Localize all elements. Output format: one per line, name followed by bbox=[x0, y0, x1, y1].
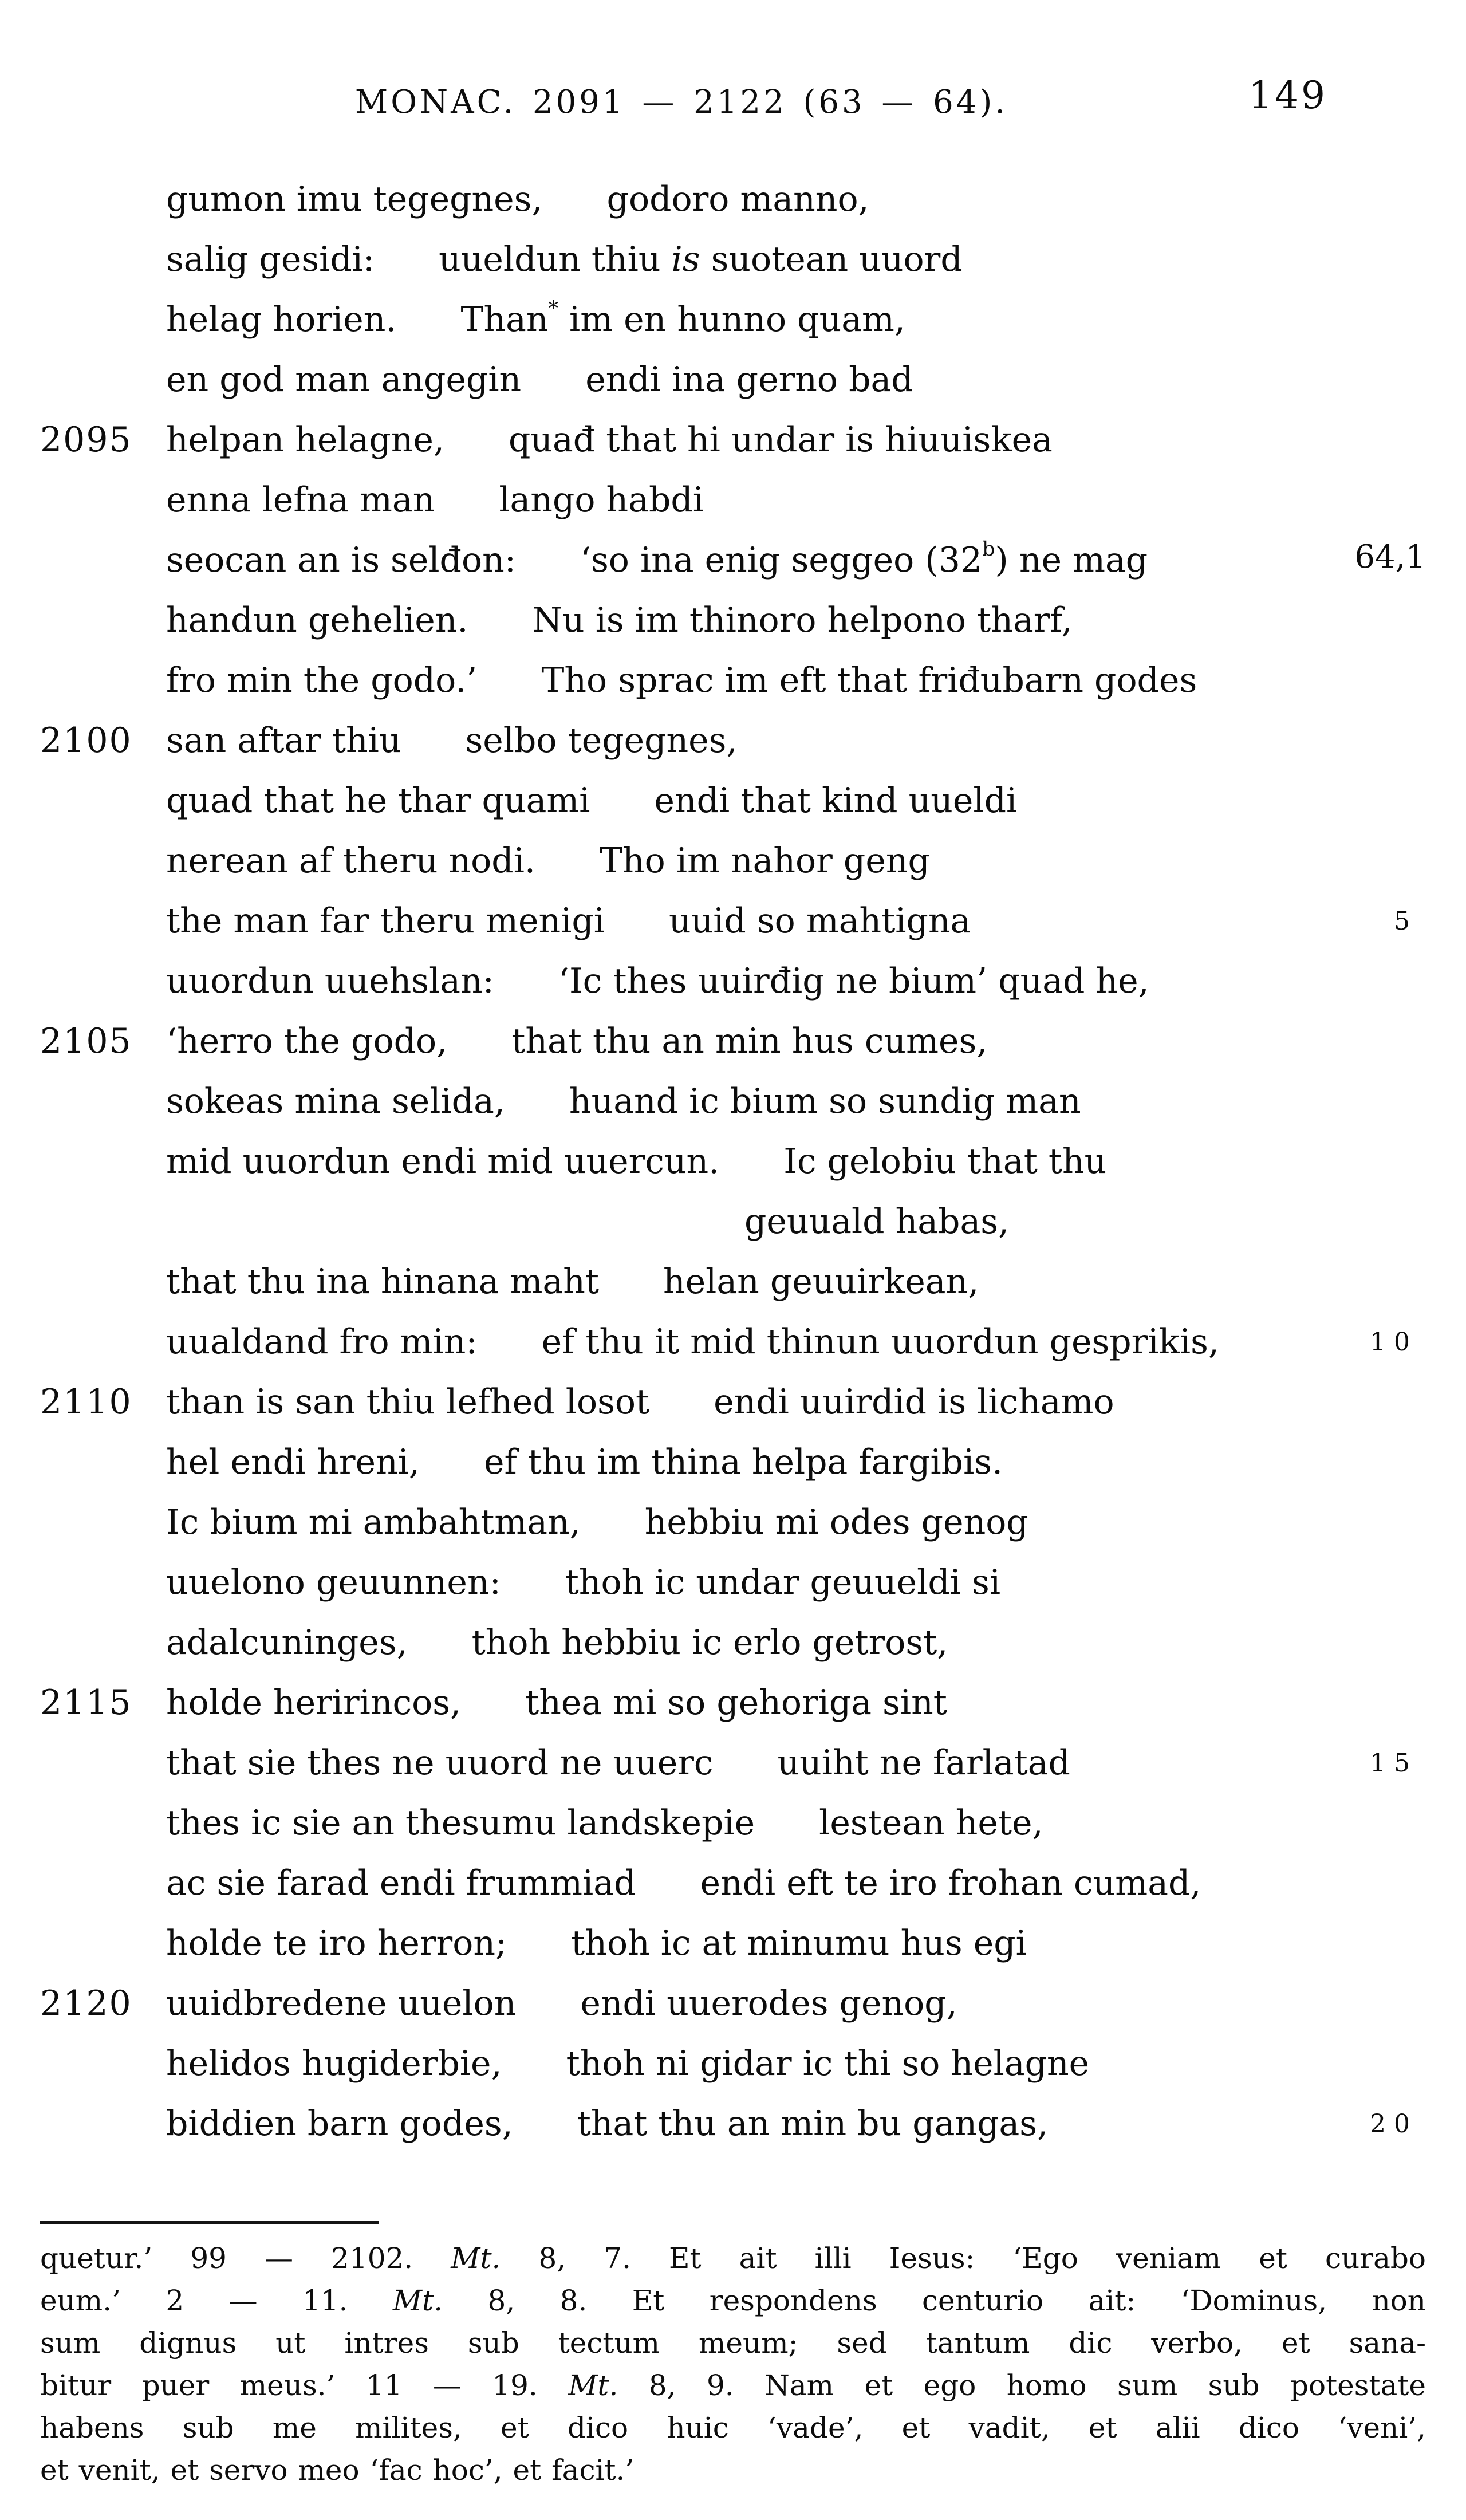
verse-line bbox=[40, 1493, 1426, 1553]
half-line-b: Nu is im thinoro helpono tharf, bbox=[532, 600, 1073, 640]
verse-line bbox=[40, 951, 1426, 1011]
verse-line bbox=[40, 350, 1426, 410]
verse-line-number: 2115 bbox=[40, 1683, 132, 1723]
verse-line bbox=[40, 1793, 1426, 1853]
half-line-b: ef thu it mid thinun uuordun gesprikis, bbox=[541, 1322, 1219, 1362]
half-line-b: endi ina gerno bad bbox=[585, 360, 913, 400]
half-line-a: uualdand fro min: bbox=[166, 1322, 478, 1362]
verse-line-text bbox=[166, 651, 1197, 711]
half-line-b: Tho im nahor geng bbox=[599, 841, 930, 881]
verse-line-text bbox=[166, 1553, 1000, 1613]
verse-line bbox=[40, 1673, 1426, 1733]
verse-line-text bbox=[166, 1853, 1201, 1913]
half-line-b: ‘so ina enig seggeo (32$^b$) ne mag bbox=[580, 538, 1148, 580]
verse-line-text bbox=[166, 1493, 1028, 1553]
half-line-a: gumon imu tegegnes, bbox=[166, 179, 543, 219]
half-line-b: geuuald habas, bbox=[744, 1202, 1010, 1242]
half-line-a: ac sie farad endi frummiad bbox=[166, 1863, 636, 1903]
verse-line bbox=[40, 771, 1426, 831]
half-line-a: holde te iro herron; bbox=[166, 1923, 507, 1963]
half-line-a: uuelono geuunnen: bbox=[166, 1562, 501, 1602]
half-line-a: helag horien. bbox=[166, 300, 397, 340]
verse-line-text bbox=[166, 951, 1149, 1011]
half-line-b: endi uuerodes genog, bbox=[580, 1983, 957, 2023]
half-line-a: hel endi hreni, bbox=[166, 1442, 420, 1482]
verse-line-text bbox=[744, 1192, 1009, 1252]
verse-line bbox=[40, 290, 1426, 350]
half-line-b: lestean hete, bbox=[819, 1803, 1043, 1843]
half-line-b: that thu an min hus cumes, bbox=[511, 1021, 988, 1061]
half-line-a: fro min the godo.’ bbox=[166, 660, 478, 700]
verse-line-text bbox=[166, 1974, 957, 2034]
verse-line bbox=[40, 1072, 1426, 1132]
half-line-b: Ic gelobiu that thu bbox=[783, 1141, 1107, 1182]
half-line-b: thoh ic at minumu hus egi bbox=[571, 1923, 1027, 1963]
verse-line-text bbox=[166, 1432, 1003, 1493]
half-line-a: biddien barn godes, bbox=[166, 2104, 513, 2144]
verse-line bbox=[40, 1553, 1426, 1613]
half-line-a: holde heririncos, bbox=[166, 1683, 462, 1723]
verse-line-text bbox=[166, 590, 1073, 651]
italic-word: Mt. bbox=[451, 2242, 501, 2275]
half-line-a: uuidbredene uuelon bbox=[166, 1983, 517, 2023]
half-line-b: hebbiu mi odes genog bbox=[644, 1502, 1028, 1542]
footnote-line: habens sub me milites, et dico huic ‘vade’, et vadit, et alii dico ‘veni’, bbox=[40, 2411, 1426, 2444]
half-line-a: thes ic sie an thesumu landskepie bbox=[166, 1803, 755, 1843]
verse-line-number: 2100 bbox=[40, 720, 132, 761]
half-line-b: ‘Ic thes uuirđig ne bium’ quad he, bbox=[558, 961, 1149, 1001]
verse-line bbox=[40, 1192, 1426, 1252]
half-line-b: uueldun thiu is suotean uuord bbox=[439, 239, 963, 279]
verse-line-text bbox=[166, 1793, 1043, 1853]
verse-line-number: 2120 bbox=[40, 1983, 132, 2023]
half-line-b: thea mi so gehoriga sint bbox=[525, 1683, 947, 1723]
verse-line-text bbox=[166, 2094, 1048, 2154]
verse-line-number: 2095 bbox=[40, 420, 132, 460]
footnote-line: eum.’ 2 — 11. Mt. 8, 8. Et respondens centurio ait: ‘Dominus, non bbox=[40, 2284, 1426, 2317]
verse-line-text bbox=[166, 530, 1148, 590]
half-line-b: thoh ni gidar ic thi so helagne bbox=[566, 2043, 1090, 2084]
verse-line-text bbox=[166, 350, 913, 410]
half-line-a: ‘herro the godo, bbox=[166, 1021, 448, 1061]
manuscript-margin-note: 10 bbox=[1370, 1328, 1418, 1357]
verse-line bbox=[40, 1913, 1426, 1974]
manuscript-margin-note: 5 bbox=[1394, 907, 1418, 936]
footnote-line: bitur puer meus.’ 11 — 19. Mt. 8, 9. Nam et ego homo sum sub potestate bbox=[40, 2369, 1426, 2402]
verse-line-number: 2110 bbox=[40, 1382, 132, 1422]
half-line-b: lango habdi bbox=[499, 480, 704, 520]
half-line-a: that sie thes ne uuord ne uuerc bbox=[166, 1743, 714, 1783]
footnote-separator-rule bbox=[40, 2221, 379, 2224]
half-line-b: endi eft te iro frohan cumad, bbox=[700, 1863, 1201, 1903]
verse-line bbox=[40, 1011, 1426, 1072]
verse-line-text bbox=[166, 170, 869, 230]
verse-line-text bbox=[166, 771, 1017, 831]
footnotes-block bbox=[40, 2237, 1426, 2491]
half-line-a: en god man angegin bbox=[166, 360, 522, 400]
verse-line-text bbox=[166, 1733, 1070, 1793]
verse-line-text bbox=[166, 290, 905, 350]
footnote-line: sum dignus ut intres sub tectum meum; sed tantum dic verbo, et sana- bbox=[40, 2326, 1426, 2360]
manuscript-margin-note: 20 bbox=[1370, 2109, 1418, 2139]
italic-word: is bbox=[671, 239, 700, 279]
half-line-b: selbo tegegnes, bbox=[465, 720, 738, 761]
verse-line-text bbox=[166, 1011, 987, 1072]
half-line-b: endi uuirdid is lichamo bbox=[714, 1382, 1114, 1422]
verse-line bbox=[40, 1132, 1426, 1192]
verse-line-text bbox=[166, 470, 704, 530]
verse-line bbox=[40, 1372, 1426, 1432]
half-line-b: thoh hebbiu ic erlo getrost, bbox=[471, 1623, 948, 1663]
italic-word: Mt. bbox=[392, 2284, 443, 2317]
verse-line bbox=[40, 1312, 1426, 1372]
footnote-line: et venit, et servo meo ‘fac hoc’, et facit.’ bbox=[40, 2454, 635, 2487]
verse-line-text bbox=[166, 1132, 1106, 1192]
superscript-mark: * bbox=[548, 297, 558, 320]
verse-line-text bbox=[166, 1312, 1219, 1372]
half-line-a: the man far theru menigi bbox=[166, 901, 605, 941]
half-line-a: handun gehelien. bbox=[166, 600, 468, 640]
manuscript-margin-note: 64,1 bbox=[1354, 538, 1426, 576]
verse-line bbox=[40, 1733, 1426, 1793]
verse-line-text bbox=[166, 711, 738, 771]
half-line-b: that thu an min bu gangas, bbox=[577, 2104, 1049, 2144]
verse-line bbox=[40, 1613, 1426, 1673]
footnote-line: quetur.’ 99 — 2102. Mt. 8, 7. Et ait illi Iesus: ‘Ego veniam et curabo bbox=[40, 2242, 1426, 2275]
half-line-a: quad that he thar quami bbox=[166, 781, 590, 821]
half-line-a: sokeas mina selida, bbox=[166, 1081, 505, 1121]
page-number: 149 bbox=[1248, 73, 1327, 117]
half-line-b: quađ that hi undar is hiuuiskea bbox=[508, 420, 1053, 460]
superscript-mark: b bbox=[982, 538, 995, 561]
half-line-a: helidos hugiderbie, bbox=[166, 2043, 502, 2084]
verse-line bbox=[40, 2034, 1426, 2094]
half-line-a: Ic bium mi ambahtman, bbox=[166, 1502, 581, 1542]
verse-line-number: 2105 bbox=[40, 1021, 132, 1061]
verse-line bbox=[40, 2094, 1426, 2154]
half-line-b: uuid so mahtigna bbox=[668, 901, 971, 941]
half-line-a: nerean af theru nodi. bbox=[166, 841, 535, 881]
verse-line-text bbox=[166, 1613, 948, 1673]
verse-line-text bbox=[166, 831, 930, 891]
verse-line bbox=[40, 1853, 1426, 1913]
verse-line bbox=[40, 1974, 1426, 2034]
manuscript-margin-note: 15 bbox=[1370, 1749, 1418, 1778]
verse-line bbox=[40, 1252, 1426, 1312]
verse-line bbox=[40, 891, 1426, 951]
half-line-a: uuordun uuehslan: bbox=[166, 961, 494, 1001]
verse-line bbox=[40, 1432, 1426, 1493]
half-line-b: huand ic bium so sundig man bbox=[569, 1081, 1081, 1121]
verse-line-text bbox=[166, 1913, 1027, 1974]
half-line-a: salig gesidi: bbox=[166, 239, 375, 279]
verse-line-text bbox=[166, 410, 1053, 470]
half-line-b: thoh ic undar geuueldi si bbox=[565, 1562, 1001, 1602]
half-line-b: Than* im en hunno quam, bbox=[460, 297, 905, 340]
verse-line-text bbox=[166, 230, 963, 290]
half-line-b: uuiht ne farlatad bbox=[777, 1743, 1070, 1783]
verse-line bbox=[40, 470, 1426, 530]
verse-line-text bbox=[166, 891, 971, 951]
verse-line bbox=[40, 590, 1426, 651]
half-line-b: endi that kind uueldi bbox=[654, 781, 1018, 821]
half-line-a: that thu ina hinana maht bbox=[166, 1262, 600, 1302]
verse-line-text bbox=[166, 1372, 1114, 1432]
half-line-a: than is san thiu lefhed losot bbox=[166, 1382, 650, 1422]
half-line-a: seocan an is selđon: bbox=[166, 540, 516, 580]
verse-line bbox=[40, 170, 1426, 230]
verse-line-text bbox=[166, 1252, 979, 1312]
half-line-b: godoro manno, bbox=[606, 179, 869, 219]
verse-line bbox=[40, 651, 1426, 711]
italic-word: Mt. bbox=[568, 2369, 618, 2402]
half-line-b: Tho sprac im eft that friđubarn godes bbox=[541, 660, 1197, 700]
running-header-title: MONAC. 2091 — 2122 (63 — 64). bbox=[354, 84, 1008, 121]
half-line-b: ef thu im thina helpa fargibis. bbox=[483, 1442, 1003, 1482]
verse-line-text bbox=[166, 1072, 1081, 1132]
verse-block bbox=[40, 170, 1426, 2154]
verse-line bbox=[40, 410, 1426, 470]
half-line-a: helpan helagne, bbox=[166, 420, 444, 460]
half-line-a: san aftar thiu bbox=[166, 720, 401, 761]
verse-line-text bbox=[166, 1673, 947, 1733]
verse-line bbox=[40, 831, 1426, 891]
verse-line bbox=[40, 530, 1426, 590]
verse-line bbox=[40, 230, 1426, 290]
verse-line-text bbox=[166, 2034, 1089, 2094]
half-line-b: helan geuuirkean, bbox=[663, 1262, 979, 1302]
half-line-a: adalcuninges, bbox=[166, 1623, 408, 1663]
verse-line bbox=[40, 711, 1426, 771]
half-line-a: mid uuordun endi mid uuercun. bbox=[166, 1141, 720, 1182]
half-line-a: enna lefna man bbox=[166, 480, 435, 520]
